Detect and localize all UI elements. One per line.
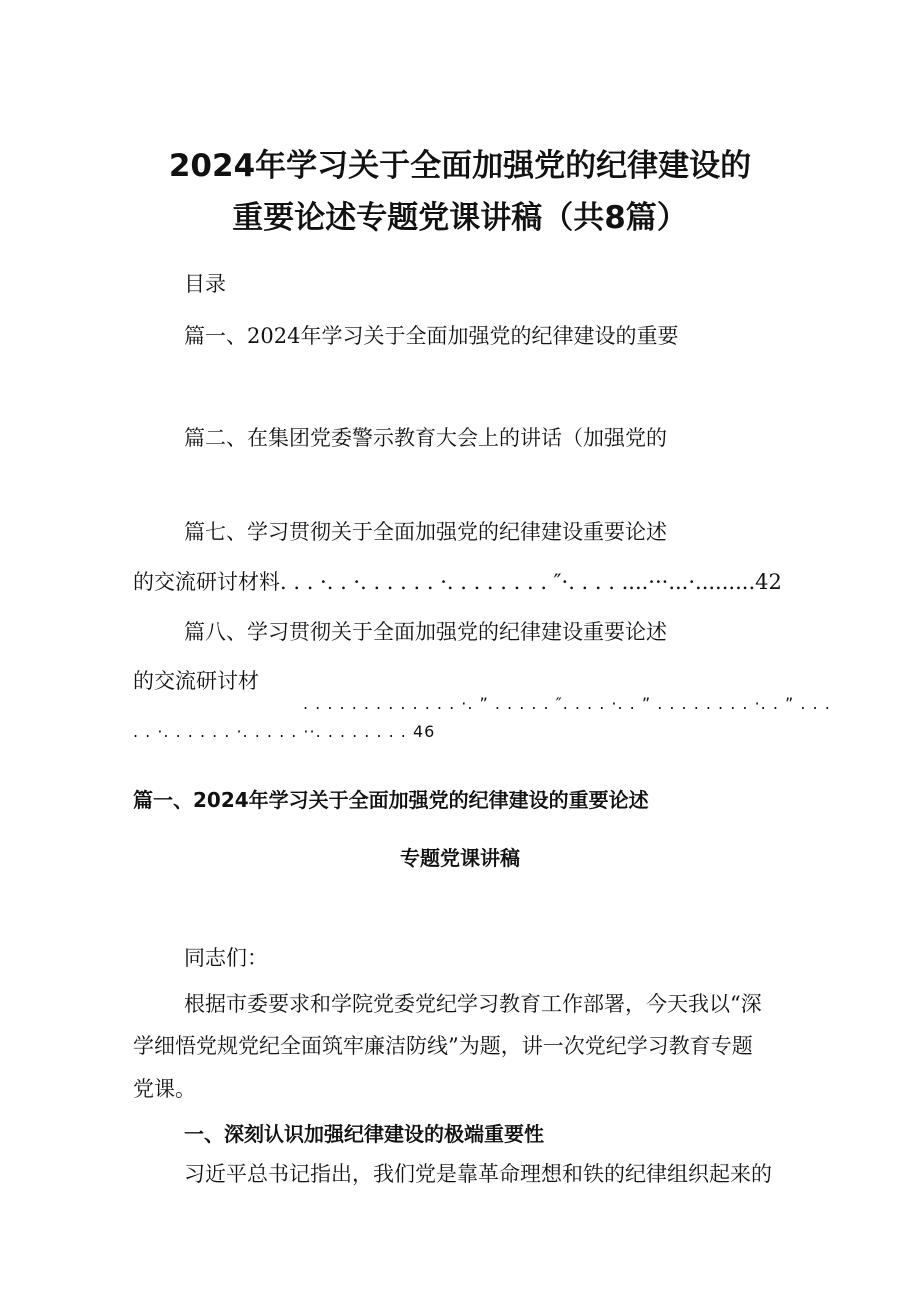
paragraph-1-line2: 学细悟党规党纪全面筑牢廉洁防线”为题，讲一次党纪学习教育专题	[133, 1034, 753, 1058]
paragraph-2-line1: 习近平总书记指出，我们党是靠革命理想和铁的纪律组织起来的	[184, 1162, 772, 1186]
section-heading-line1: 篇一、2024年学习关于全面加强党的纪律建设的重要论述	[133, 788, 649, 812]
toc-item-7[interactable]: 篇七、学习贯彻关于全面加强党的纪律建设重要论述	[184, 520, 667, 544]
document-title-line2: 重要论述专题党课讲稿（共8篇）	[232, 200, 688, 236]
section-heading-line2: 专题党课讲稿	[400, 846, 520, 870]
toc-item-8[interactable]: 篇八、学习贯彻关于全面加强党的纪律建设重要论述	[184, 620, 667, 644]
toc-item-2[interactable]: 篇二、在集团党委警示教育大会上的讲话（加强党的	[184, 426, 667, 450]
toc-item-7-continuation[interactable]: 的交流研讨材料. . . ·. . ·. . . . . . ·. . . . . . . . ″·. . . . ....···...·.........42	[133, 570, 782, 594]
paragraph-1-line3: 党课。	[133, 1077, 196, 1101]
toc-item-8-page-number: . . ·. . . . . . ·. . . . . ··. . . . . . . . 46	[133, 722, 436, 741]
sub-heading: 一、深刻认识加强纪律建设的极端重要性	[184, 1122, 544, 1146]
salutation: 同志们：	[184, 946, 268, 970]
toc-item-8-leader-dots: . . . . . . . . . . . . . ·. ” . . . . . ″. . . . ·. . ” . . . . . . . . ·. . ” . . .	[303, 694, 831, 713]
toc-heading: 目录	[184, 272, 226, 296]
paragraph-1-line1: 根据市委要求和学院党委党纪学习教育工作部署，今天我以“深	[184, 992, 762, 1016]
toc-item-1[interactable]: 篇一、2024年学习关于全面加强党的纪律建设的重要	[184, 324, 679, 348]
document-title-line1: 2024年学习关于全面加强党的纪律建设的	[168, 148, 752, 184]
toc-item-8-continuation[interactable]: 的交流研讨材	[133, 669, 259, 693]
